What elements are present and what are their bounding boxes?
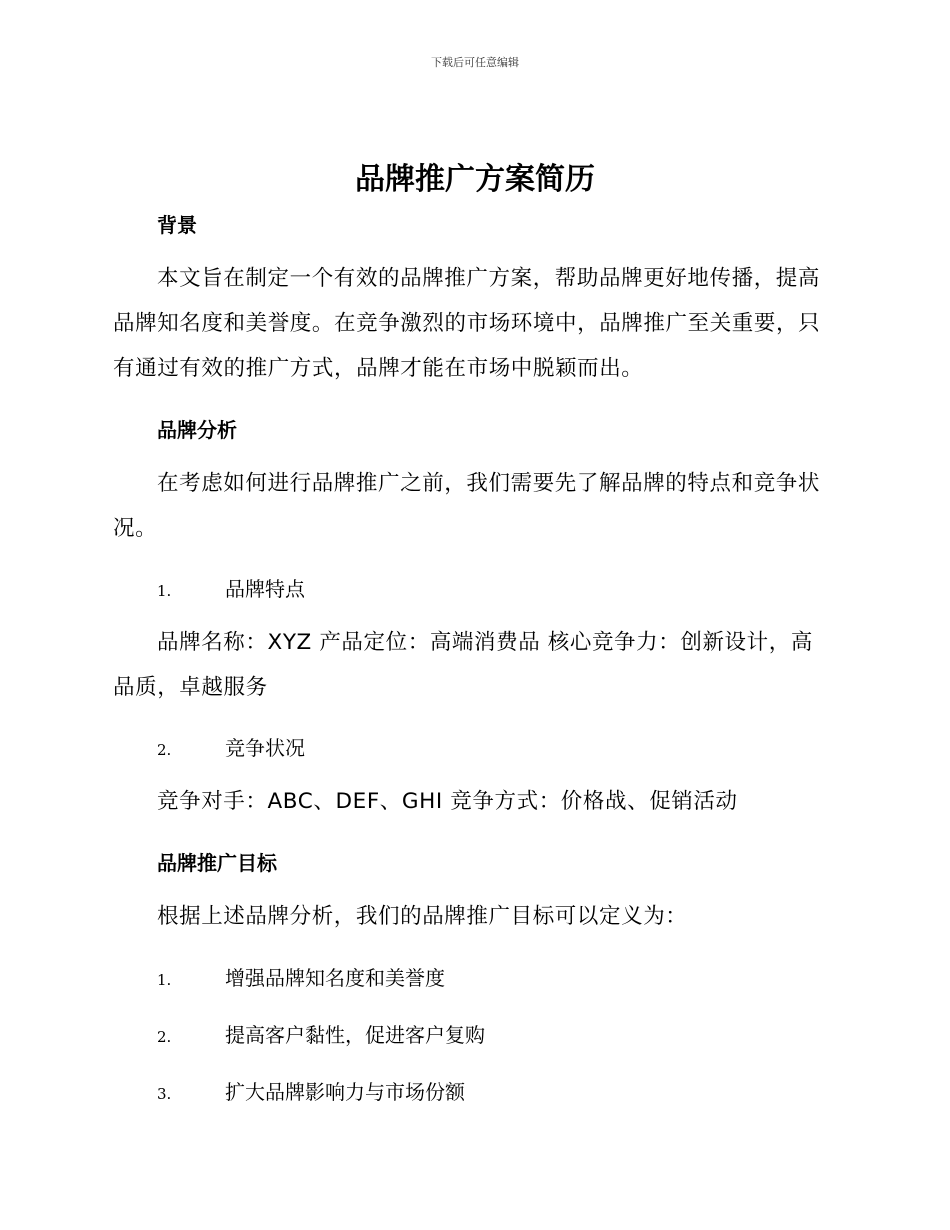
section-heading-background: 背景 <box>157 213 197 237</box>
list-label: 品牌特点 <box>225 577 305 601</box>
list-number: 1. <box>157 971 172 989</box>
list-item <box>157 732 305 761</box>
list-number: 2. <box>157 1028 172 1046</box>
list-number: 2. <box>157 741 172 759</box>
list-item <box>157 1019 485 1048</box>
section-heading-goals: 品牌推广目标 <box>157 851 277 875</box>
list-number: 3. <box>157 1085 172 1103</box>
page-header: 下载后可任意编辑 <box>431 56 519 69</box>
list-label: 提高客户黏性，促进客户复购 <box>225 1023 485 1047</box>
list-label: 增强品牌知名度和美誉度 <box>225 966 445 990</box>
list-label: 竞争状况 <box>225 736 305 760</box>
section-heading-brand-analysis: 品牌分析 <box>157 418 237 442</box>
competition-paragraph: 竞争对手：ABC、DEF、GHI 竞争方式：价格战、促销活动 <box>157 789 738 814</box>
list-item <box>157 573 305 602</box>
list-label: 扩大品牌影响力与市场份额 <box>225 1080 465 1104</box>
list-item <box>157 1076 465 1105</box>
list-number: 1. <box>157 582 172 600</box>
document-title: 品牌推广方案简历 <box>355 162 595 197</box>
brand-analysis-paragraph: 在考虑如何进行品牌推广之前，我们需要先了解品牌的特点和竞争状况。 <box>113 471 821 541</box>
list-item <box>157 962 445 991</box>
brand-features-paragraph: 品牌名称：XYZ 产品定位：高端消费品 核心竞争力：创新设计，高品质，卓越服务 <box>113 630 813 700</box>
background-paragraph: 本文旨在制定一个有效的品牌推广方案，帮助品牌更好地传播，提高品牌知名度和美誉度。在竞争激烈的市场环境中，品牌推广至关重要，只有通过有效的推广方式，品牌才能在市场中脱颖而出。 <box>113 266 821 381</box>
goals-paragraph: 根据上述品牌分析，我们的品牌推广目标可以定义为： <box>157 904 688 929</box>
